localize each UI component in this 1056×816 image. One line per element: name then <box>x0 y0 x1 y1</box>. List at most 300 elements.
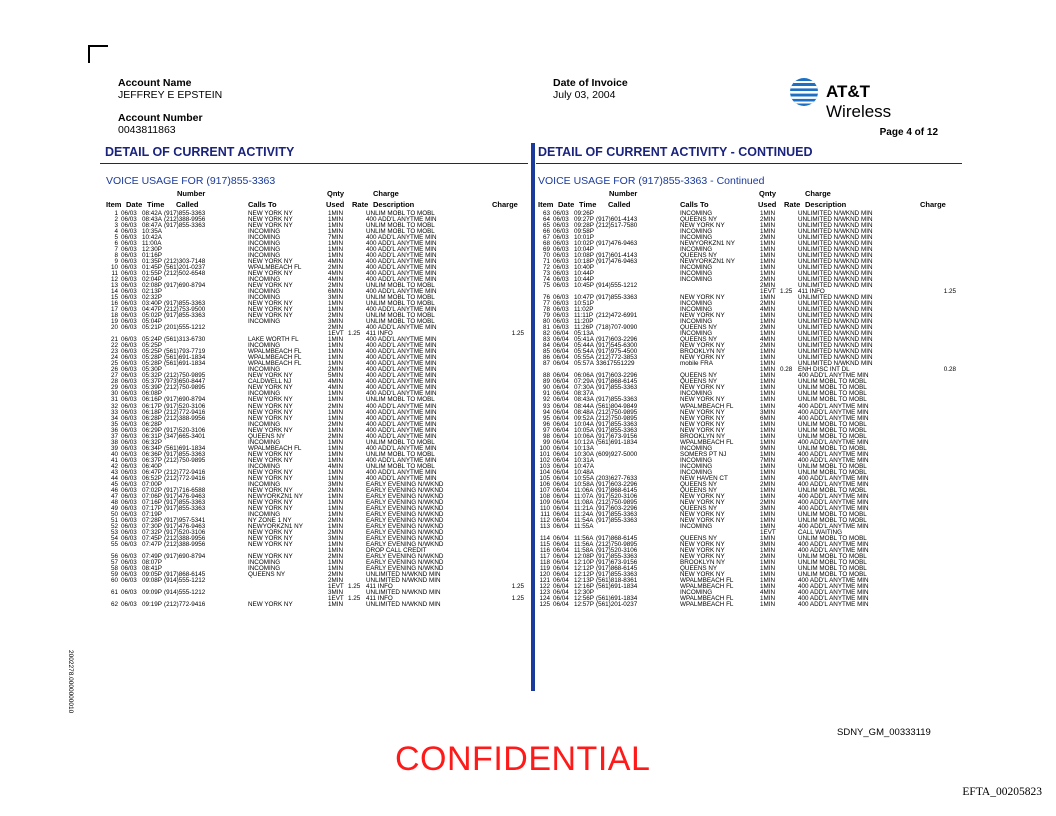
cell-number-called: (917)690-8794 <box>164 552 206 560</box>
cell-description: UNLIMITED N/WKND MIN <box>798 342 873 350</box>
cell-number-called: (917)673-9156 <box>596 558 638 566</box>
cell-description: 400 ADD'L ANYTME MIN <box>366 216 437 224</box>
cell-item: 62 <box>110 601 118 609</box>
cell-calls-to: NEW YORK NY <box>680 546 725 554</box>
cell-item: 61 <box>110 588 118 596</box>
cell-date: 06/03 <box>121 348 137 356</box>
cell-item: 72 <box>542 264 550 272</box>
cell-time: 05:28P <box>142 360 162 368</box>
cell-qnty-used: 1MIN <box>760 330 776 338</box>
left-usage-heading: VOICE USAGE FOR (917)855-3363 <box>106 175 276 187</box>
cell-date: 06/04 <box>553 378 569 386</box>
cell-item: 12 <box>110 276 118 284</box>
cell-calls-to: NEW YORK NY <box>248 552 293 560</box>
cell-item: 83 <box>542 336 550 344</box>
cell-calls-to: INCOMING <box>248 480 281 488</box>
cell-description: EARLY EVENING N/WKND <box>366 534 444 542</box>
cell-time: 06:28P <box>142 420 162 428</box>
cell-description: UNLIM MOBL TO MOBL <box>366 438 435 446</box>
cell-item: 56 <box>110 552 118 560</box>
cell-description: 400 ADD'L ANYTME MIN <box>798 576 869 584</box>
cell-number-called: (212)750-9895 <box>164 384 206 392</box>
cell-item: 94 <box>542 408 550 416</box>
cell-calls-to: INCOMING <box>680 210 713 217</box>
cell-date: 06/04 <box>553 372 569 380</box>
cell-description: EARLY EVENING N/WKND <box>366 510 444 518</box>
cell-date: 06/03 <box>121 252 137 260</box>
crop-mark <box>88 45 108 47</box>
cell-qnty-used: 1MIN <box>328 336 344 344</box>
cell-qnty-used: 1MIN <box>760 570 776 578</box>
cell-number-called: (917)690-8794 <box>164 396 206 404</box>
cell-description: UNLIMITED N/WKND MIN <box>798 324 873 332</box>
cell-number-called: (561)691-1834 <box>596 438 638 446</box>
cell-time: 10:04P <box>574 246 594 254</box>
cell-number-called: (561)691-1834 <box>164 360 206 368</box>
cell-number-called: (917)868-6145 <box>596 378 638 386</box>
cell-qnty-used: 1MIN <box>328 601 344 609</box>
cell-description: 400 ADD'L ANYTME MIN <box>366 456 437 464</box>
cell-item: 38 <box>110 438 118 446</box>
cell-item: 100 <box>539 444 550 452</box>
cell-number-called: (917)855-3363 <box>596 426 638 434</box>
cell-number-called: (917)868-6145 <box>596 564 638 572</box>
cell-description: 400 ADD'L ANYTME MIN <box>366 420 437 428</box>
cell-calls-to: SOMERS PT NJ <box>680 450 727 458</box>
cell-description: UNLIMITED N/WKND MIN <box>798 312 873 320</box>
cell-description: 400 ADD'L ANYTME MIN <box>366 348 437 356</box>
cell-calls-to: INCOMING <box>248 294 281 302</box>
crop-mark <box>88 45 90 63</box>
cell-item: 96 <box>542 420 550 428</box>
cell-calls-to: INCOMING <box>680 468 713 476</box>
cell-date: 06/04 <box>553 576 569 584</box>
cell-calls-to: INCOMING <box>248 438 281 446</box>
cell-description: 400 ADD'L ANYTME MIN <box>798 492 869 500</box>
cell-calls-to: INCOMING <box>248 246 281 254</box>
cell-number-called: (917)855-3363 <box>596 396 638 404</box>
cell-rate: 1.25 <box>348 582 361 590</box>
cell-time: 10:47A <box>574 462 594 470</box>
cell-qnty-used: 1MIN <box>760 510 776 518</box>
cell-item: 101 <box>539 450 550 458</box>
cell-qnty-used: 3MIN <box>760 408 776 416</box>
cell-item: 102 <box>539 456 550 464</box>
cell-time: 09:58P <box>574 228 594 236</box>
cell-number-called: (212)388-9956 <box>164 216 206 224</box>
cell-calls-to: QUEENS NY <box>680 564 718 572</box>
cell-qnty-used: 2MIN <box>760 216 776 224</box>
logo-text: AT&T Wireless <box>826 82 892 121</box>
cell-item: 84 <box>542 342 550 350</box>
cell-time: 07:49P <box>142 552 162 560</box>
cell-number-called: (347)665-3401 <box>164 432 206 440</box>
cell-description: 400 ADD'L ANYTME MIN <box>366 432 437 440</box>
header-qnty: Qnty <box>327 189 345 198</box>
cell-qnty-used: 1MIN <box>760 366 776 374</box>
account-number-label: Account Number <box>118 112 203 124</box>
cell-rate: 0.28 <box>780 366 793 374</box>
cell-calls-to: INCOMING <box>680 300 713 308</box>
cell-time: 10:02P <box>574 240 594 248</box>
cell-item: 65 <box>542 222 550 230</box>
cell-time: 10:01P <box>574 234 594 242</box>
cell-description: 400 ADD'L ANYTME MIN <box>798 540 869 548</box>
cell-description: 400 ADD'L ANYTME MIN <box>798 522 869 530</box>
cell-description: UNLIM MOBL TO MOBL <box>366 282 435 290</box>
cell-description: 400 ADD'L ANYTME MIN <box>366 324 437 332</box>
cell-qnty-used: 1MIN <box>760 246 776 254</box>
cell-number-called: (917)520-3106 <box>596 546 638 554</box>
header-time: Time <box>579 200 597 209</box>
cell-date: 06/03 <box>121 498 137 506</box>
cell-item: 27 <box>110 372 118 380</box>
cell-description: 400 ADD'L ANYTME MIN <box>366 354 437 362</box>
header-qnty: Qnty <box>759 189 777 198</box>
cell-description: 400 ADD'L ANYTME MIN <box>366 378 437 386</box>
cell-calls-to: NEW YORK NY <box>248 270 293 278</box>
cell-number-called: (561)818-8361 <box>596 576 638 584</box>
cell-qnty-used: 2MIN <box>328 282 344 290</box>
cell-calls-to: NEW YORK NY <box>680 516 725 524</box>
header-calls-to: Calls To <box>248 200 277 209</box>
cell-item: 67 <box>542 234 550 242</box>
cell-calls-to: WPALMBEACH FL <box>680 402 734 410</box>
cell-calls-to: INCOMING <box>680 456 713 464</box>
cell-description: 400 ADD'L ANYTME MIN <box>798 438 869 446</box>
cell-number-called: (917)603-2296 <box>596 336 638 344</box>
cell-date: 06/03 <box>121 222 137 230</box>
cell-time: 10:05A <box>574 426 594 434</box>
cell-time: 06:06A <box>574 372 594 380</box>
cell-date: 06/04 <box>553 492 569 500</box>
cell-calls-to: QUEENS NY <box>680 372 718 380</box>
cell-qnty-used: 1MIN <box>328 396 344 404</box>
cell-description: UNLIMITED N/WKND MIN <box>798 336 873 344</box>
cell-date: 06/03 <box>121 306 137 314</box>
cell-time: 05:28P <box>142 354 162 362</box>
cell-time: 12:13P <box>574 576 594 584</box>
cell-item: 2 <box>114 216 118 224</box>
cell-calls-to: QUEENS NY <box>680 252 718 260</box>
cell-time: 01:16P <box>142 252 162 260</box>
cell-qnty-used: 3MIN <box>760 504 776 512</box>
cell-description: DROP CALL CREDIT <box>366 546 427 554</box>
cell-calls-to: QUEENS NY <box>680 504 718 512</box>
cell-description: UNLIM MOBL TO MOBL <box>798 378 867 386</box>
cell-date: 06/04 <box>553 444 569 452</box>
cell-date: 06/03 <box>121 216 137 224</box>
cell-item: 4 <box>114 228 118 236</box>
cell-qnty-used: 2MIN <box>760 552 776 560</box>
cell-time: 11:55A <box>574 522 594 530</box>
cell-time: 11:54A <box>574 516 594 524</box>
header-number: Number <box>177 189 206 198</box>
cell-date: 06/04 <box>553 468 569 476</box>
cell-description: 400 ADD'L ANYTME MIN <box>366 468 437 476</box>
cell-date: 06/04 <box>553 426 569 434</box>
cell-time: 02:13P <box>142 288 162 296</box>
cell-calls-to: WPALMBEACH FL <box>680 576 734 584</box>
cell-number-called: (917)855-3363 <box>596 420 638 428</box>
cell-item: 9 <box>114 258 118 266</box>
cell-calls-to: NEW YORK NY <box>680 222 725 230</box>
cell-qnty-used: 1MIN <box>760 390 776 398</box>
cell-time: 05:55A <box>574 354 594 362</box>
cell-description: 400 ADD'L ANYTME MIN <box>798 372 869 380</box>
cell-date: 06/03 <box>553 312 569 320</box>
cell-number-called: (917)601-4143 <box>596 216 638 224</box>
cell-number-called: (917)673-9156 <box>596 432 638 440</box>
cell-calls-to: CALDWELL NJ <box>248 378 292 386</box>
cell-date: 06/03 <box>553 234 569 242</box>
cell-time: 08:42A <box>142 210 162 217</box>
cell-calls-to: QUEENS NY <box>248 432 286 440</box>
cell-time: 10:13A <box>574 444 594 452</box>
cell-qnty-used: 1MIN <box>760 516 776 524</box>
cell-number-called: (561)691-1834 <box>596 582 638 590</box>
cell-qnty-used: 2MIN <box>328 576 344 584</box>
cell-qnty-used: 1MIN <box>328 390 344 398</box>
cell-date: 06/03 <box>121 432 137 440</box>
cell-calls-to: INCOMING <box>680 264 713 272</box>
cell-number-called: (212)772-9416 <box>164 408 206 416</box>
cell-date: 06/03 <box>121 504 137 512</box>
cell-time: 07:00P <box>142 480 162 488</box>
cell-number-called: (917)868-6145 <box>596 486 638 494</box>
cell-number-called: (561)313-6730 <box>164 336 206 344</box>
cell-description: 400 ADD'L ANYTME MIN <box>798 504 869 512</box>
cell-qnty-used: 1MIN <box>328 306 344 314</box>
cell-qnty-used: 2MIN <box>760 324 776 332</box>
cell-calls-to: INCOMING <box>248 288 281 296</box>
globe-icon <box>788 77 820 107</box>
efta-number: EFTA_00205823 <box>962 786 1042 798</box>
cell-date: 06/04 <box>553 564 569 572</box>
cell-item: 7 <box>114 246 118 254</box>
cell-date: 06/04 <box>553 330 569 338</box>
cell-time: 12:30P <box>142 246 162 254</box>
cell-calls-to: NEW YORK NY <box>248 312 293 320</box>
cell-date: 06/03 <box>121 540 137 548</box>
cell-item: 117 <box>539 552 550 560</box>
cell-time: 07:30P <box>142 522 162 530</box>
cell-time: 06:08P <box>142 390 162 398</box>
header-rate: Rate <box>784 200 801 209</box>
cell-date: 06/03 <box>553 294 569 302</box>
cell-time: 01:45P <box>142 264 162 272</box>
cell-calls-to: WPALMBEACH FL <box>248 354 302 362</box>
cell-qnty-used: 1MIN <box>328 360 344 368</box>
cell-qnty-used: 2MIN <box>760 234 776 242</box>
cell-date: 06/04 <box>553 480 569 488</box>
cell-item: 118 <box>539 558 550 566</box>
cell-date: 06/03 <box>553 228 569 236</box>
cell-date: 06/03 <box>121 264 137 272</box>
cell-date: 06/04 <box>553 450 569 458</box>
cell-date: 06/03 <box>121 576 137 584</box>
cell-time: 11:00A <box>142 240 162 248</box>
cell-qnty-used: 1MIN <box>328 450 344 458</box>
right-usage-table <box>536 211 956 608</box>
cell-calls-to: WPALMBEACH FL <box>680 601 734 609</box>
table-row <box>104 602 524 608</box>
cell-number-called: (718)707-9090 <box>596 324 638 332</box>
cell-date: 06/03 <box>121 588 137 596</box>
cell-item: 29 <box>110 384 118 392</box>
cell-number-called: (212)502-6548 <box>164 270 206 278</box>
cell-description: 400 ADD'L ANYTME MIN <box>366 270 437 278</box>
cell-time: 04:47P <box>142 306 162 314</box>
cell-description: 400 ADD'L ANYTME MIN <box>798 456 869 464</box>
cell-date: 06/03 <box>553 306 569 314</box>
cell-qnty-used: 1MIN <box>760 264 776 272</box>
cell-qnty-used: 1MIN <box>760 474 776 482</box>
cell-calls-to: WPALMBEACH FL <box>680 595 734 602</box>
cell-number-called: (917)476-9463 <box>164 492 206 500</box>
cell-item: 54 <box>110 534 118 542</box>
cell-calls-to: INCOMING <box>248 558 281 566</box>
cell-date: 06/03 <box>121 456 137 464</box>
cell-item: 103 <box>539 462 550 470</box>
cell-date: 06/03 <box>121 282 137 290</box>
cell-item: 14 <box>110 288 118 296</box>
cell-calls-to: INCOMING <box>680 522 713 530</box>
cell-calls-to: INCOMING <box>248 342 281 350</box>
cell-date: 06/03 <box>121 438 137 446</box>
cell-time: 12:12P <box>574 570 594 578</box>
cell-number-called: (917)603-2296 <box>596 480 638 488</box>
header-rate: Rate <box>352 200 369 209</box>
cell-item: 86 <box>542 354 550 362</box>
cell-number-called: (212)750-9895 <box>164 372 206 380</box>
cell-number-called: (917)476-9463 <box>596 240 638 248</box>
cell-number-called: (917)868-6145 <box>164 570 206 578</box>
cell-time: 05:57A <box>574 360 594 368</box>
cell-qnty-used: 1MIN <box>760 396 776 404</box>
cell-description: UNLIM MOBL TO MOBL <box>798 390 867 398</box>
cell-qnty-used: 7MIN <box>760 456 776 464</box>
cell-date: 06/04 <box>553 595 569 602</box>
cell-item: 41 <box>110 456 118 464</box>
cell-calls-to: INCOMING <box>680 330 713 338</box>
cell-qnty-used: 1MIN <box>760 312 776 320</box>
cell-time: 12:08P <box>574 552 594 560</box>
cell-time: 08:47A <box>142 222 162 230</box>
cell-item: 110 <box>539 504 550 512</box>
cell-date: 06/03 <box>121 324 137 332</box>
account-name-label: Account Name <box>118 77 192 89</box>
cell-item: 36 <box>110 426 118 434</box>
cell-qnty-used: 1MIN <box>328 468 344 476</box>
cell-item: 97 <box>542 426 550 434</box>
cell-time: 07:16P <box>142 498 162 506</box>
cell-qnty-used: 1MIN <box>328 216 344 224</box>
cell-item: 5 <box>114 234 118 242</box>
cell-number-called: (917)601-4143 <box>596 252 638 260</box>
cell-time: 05:30P <box>142 366 162 374</box>
cell-calls-to: INCOMING <box>680 462 713 470</box>
cell-date: 06/04 <box>553 558 569 566</box>
cell-description: UNLIMITED N/WKND MIN <box>366 588 441 596</box>
cell-qnty-used: 1MIN <box>328 252 344 260</box>
cell-qnty-used: 4MIN <box>760 306 776 314</box>
cell-item: 113 <box>539 522 550 530</box>
cell-qnty-used: 2MIN <box>760 342 776 350</box>
cell-item: 18 <box>110 312 118 320</box>
cell-number-called: (917)603-2296 <box>596 504 638 512</box>
cell-description: UNLIM MOBL TO MOBL <box>798 396 867 404</box>
cell-qnty-used: 1MIN <box>328 540 344 548</box>
header-called: Called <box>608 200 631 209</box>
cell-date: 06/03 <box>553 240 569 248</box>
cell-calls-to: BROOKLYN NY <box>680 558 726 566</box>
cell-qnty-used: 1EVT <box>328 595 344 602</box>
cell-date: 06/04 <box>553 384 569 392</box>
cell-calls-to: NEW YORK NY <box>680 354 725 362</box>
cell-description: UNLIM MOBL TO MOBL <box>366 294 435 302</box>
cell-time: 11:26P <box>574 324 594 332</box>
cell-calls-to: NEW YORK NY <box>248 498 293 506</box>
cell-calls-to: NEW YORK NY <box>248 504 293 512</box>
cell-description: 400 ADD'L ANYTME MIN <box>366 342 437 350</box>
cell-number-called: (973)650-8447 <box>164 378 206 386</box>
cell-time: 10:12A <box>574 438 594 446</box>
side-stamp: 2002278.0000000010 <box>67 650 74 714</box>
cell-item: 69 <box>542 246 550 254</box>
cell-description: 400 ADD'L ANYTME MIN <box>798 414 869 422</box>
cell-description: UNLIM MOBL TO MOBL <box>366 210 435 217</box>
cell-description: UNLIM MOBL TO MOBL <box>798 384 867 392</box>
cell-description: EARLY EVENING N/WKND <box>366 522 444 530</box>
cell-qnty-used: 1MIN <box>760 522 776 530</box>
cell-time: 08:43A <box>574 396 594 404</box>
cell-calls-to: NEW YORK NY <box>680 396 725 404</box>
cell-calls-to: INCOMING <box>680 390 713 398</box>
cell-time: 09:09P <box>142 588 162 596</box>
cell-time: 11:58A <box>574 546 594 554</box>
cell-time: 10:31A <box>574 456 594 464</box>
cell-description: UNLIM MOBL TO MOBL <box>366 222 435 230</box>
cell-time: 01:35P <box>142 258 162 266</box>
cell-description: UNLIM MOBL TO MOBL <box>798 558 867 566</box>
cell-description: 400 ADD'L ANYTME MIN <box>798 498 869 506</box>
cell-qnty-used: 1MIN <box>760 378 776 386</box>
cell-calls-to: NEW YORK NY <box>248 426 293 434</box>
cell-date: 06/03 <box>121 552 137 560</box>
cell-date: 06/04 <box>553 408 569 416</box>
cell-calls-to: INCOMING <box>680 234 713 242</box>
cell-description: ENH DISC INT DL <box>798 366 850 374</box>
cell-description: EARLY EVENING N/WKND <box>366 492 444 500</box>
cell-description: UNLIMITED N/WKND MIN <box>798 240 873 248</box>
cell-item: 78 <box>542 306 550 314</box>
cell-description: UNLIMITED N/WKND MIN <box>798 258 873 266</box>
header-charge-desc: Charge <box>373 189 399 198</box>
cell-description: CALL WAITING <box>798 528 842 536</box>
cell-date: 06/04 <box>553 354 569 362</box>
cell-date: 06/03 <box>553 324 569 332</box>
cell-time: 05:44A <box>574 342 594 350</box>
cell-description: 400 ADD'L ANYTME MIN <box>366 306 437 314</box>
cell-qnty-used: 1MIN <box>760 420 776 428</box>
cell-qnty-used: 2MIN <box>328 552 344 560</box>
cell-qnty-used: 1MIN <box>328 558 344 566</box>
cell-time: 12:57P <box>574 601 594 609</box>
cell-date: 06/03 <box>553 264 569 272</box>
cell-item: 20 <box>110 324 118 332</box>
cell-qnty-used: 2MIN <box>328 570 344 578</box>
